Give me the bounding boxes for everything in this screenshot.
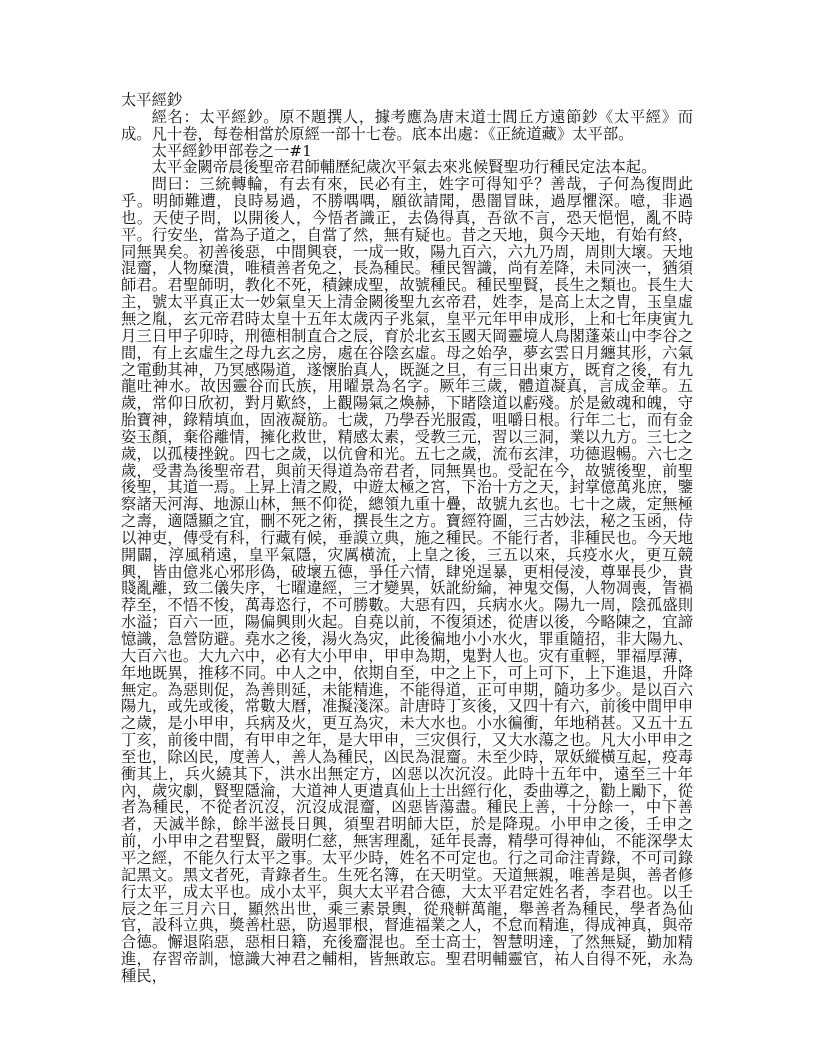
section-heading: 太平金闕帝晨後聖帝君師輔歷紀歲次平氣去來兆候賢聖功行種民定法本起。 (151, 158, 657, 177)
body-paragraph: 問曰：三統轉輪，有去有來，民必有主，姓字可得知乎？善哉，子何為復問此乎。明師難遭，良時易過，不勝喁喁，願欲請聞，愚闇冒昧，過厚懼深。噫，非過也。天使子問，以開後人，今悟者識正，去偽得真，吾欲不言，恐天悒悒，亂不時平。行安坐，當為子道之，自當了然，無有疑也。昔之天地，與今天地，有始有終，同無異矣。初善後惡，中間興衰，一成一敗，陽九百六，六九乃周，周則大壞。天地混齏，人物糜潰，唯積善者免之，長為種民。種民智識，尚有差降，未同浹一，猶須師君。君聖師明，教化不死，積鍊成聖，故號種民。種民聖賢，長生之類也。長生大主，號太平真正太一妙氣皇天上清金闕後聖九玄帝君，姓李，是高上太之胄，玉皇虛無之胤，玄元帝君時太皇十五年太歲丙子兆氣，皇平元年甲申成形，上和七年庚寅九月三日甲子卯時，刑德相制直合之辰，育於北玄玉國天岡靈境人鳥閣蓬萊山中李谷之間，有上玄虛生之母九玄之房，處在谷陰玄虛。母之始孕，夢玄雲日月纏其形，六氣之電動其神，乃冥感陽道，遂懷胎真人，既誕之旦，有三日出東方，既育之後，有九龍吐神水。故因靈谷而氏族，用曜景為名字。厥年三歲，體道凝真，言成金華。五歲，常仰日欣初，對月歎終，上觀陽氣之煥赫，下睹陰道以虧殘。於是斂魂和魄，守胎寶神，錄精填血，固液凝筋。七歲，乃學吞光服霞，咀嚼日根。行年二七，而有金姿玉顏，棄俗離情，擁化救世，精感太素，受教三元，習以三洞，業以九方。三七之歲，以孤棲挫銳。四七之歲，以伉會和光。五七之歲，流布玄津，功德遐暢。六七之歲，受書為後聖帝君，與前天得道為帝君者，同無異也。受記在今，故號後聖，前聖後聖，其道一焉。上昇上清之殿，中遊太極之宮，下治十方之天，封掌億萬兆庶，鑒察諸天河海、地源山林，無不仰從，總領九重十疊，故號九玄也。七十之歲，定無極之壽，適隱顯之宜，刪不死之術，撰長生之方。寶經符圖，三古妙法，秘之玉函，侍以神吏，傳受有科，行藏有候，垂謨立典，施之種民。不能行者，非種民也。今天地開闢，淳風稍遠，皇平氣隱，灾厲橫流，上皇之後，三五以來，兵疫水火，更互競興，皆由億兆心邪形偽，破壞五德，爭任六情，肆兇逞暴，更相侵淩，尊畢長少，貴賤亂離，致二儀失序，七曜違經，三才變異，妖訛紛綸，神鬼交傷，人物凋喪，眚禍荐至，不悟不悛，萬毒恣行，不可勝數。大惡有四，兵病水火。陽九一周，陰孤盛則水溢；百六一匝，陽偏興則火起。自堯以前，不復須述，從唐以後，今略陳之，宜諦憶識，急營防避。堯水之後，湯火為灾，此後徧地小小水火，罪重隨招，非大陽九、大百六也。大九六中，必有大小甲申，甲申為期，鬼對人也。灾有重輕，罪福厚薄，年地既異，推移不同。中人之中，依期自至，中之上下，可上可下，上下進退，升降無定。為惡則促，為善則延，未能精進，不能得道，正可申期，隨功多少。是以百六陽九，或先或後，常數大曆，准擬淺深。計唐時丁亥後，又四十有六，前後中間甲申之歲，是小甲申，兵病及火，更互為灾，未大水也。小水徧衝，年地稍甚。又五十五丁亥，前後中間，有甲申之年，是大甲申，三灾俱行，又大水蕩之也。凡大小甲申之至也，除凶民，度善人，善人為種民，凶民為混齏。未至少時，眾妖縱橫互起，疫毒衝其上，兵火繞其下，洪水出無定方，凶惡以次沉沒。此時十五年中，遠至三十年內，歲灾劇，賢聖隱淪，大道神人更遣真仙上士出經行化，委曲導之，勸上勵下，從者為種民，不從者沉沒，沉沒成混齏，凶惡皆蕩盡。種民上善，十分餘一，中下善者，天滅半餘，餘半滋長日興，須聖君明師大臣，於是降現。小甲申之後，壬申之前，小甲申之君聖賢，嚴明仁慈，無害理亂，延年長壽，精學可得神仙，不能深學太平之經，不能久行太平之事。太平少時，姓名不可定也。行之司命注青錄，不可司錄記黑文。黑文者死，青錄者生。生死名簿，在天明堂。天道無親，唯善是與，善者修行太平，成太平也。成小太平，與大太平君合德，大太平君定姓名者，李君也。以壬辰之年三月六日，顯然出世，乘三素景輿，從飛軿萬龍，舉善者為種民，學者為仙官，設科立典，獎善杜惡，防遏罪根，督進福業之人，不怠而精進，得成神真，與帝合德。懈退陷惡，惡相日籍，充後齏混也。至士高士，智慧明達，了然無疑，勤加精進，存習帝訓，憶識大神君之輔相，皆無敢忘。聖君明輔靈官，祐人自得不死，永為種民， (121, 175, 693, 985)
chapter-heading: 太平經鈔甲部卷之一#1 (151, 141, 312, 160)
scripture-description: 經名：太平經鈔。原不題撰人，據考應為唐末道士閭丘方遠節鈔《太平經》而成。凡十卷，每卷相當於原經一部十七卷。底本出處：《正統道藏》太平部。 (121, 107, 693, 143)
document-page (121, 92, 693, 985)
document-title: 太平經鈔 (121, 91, 183, 109)
